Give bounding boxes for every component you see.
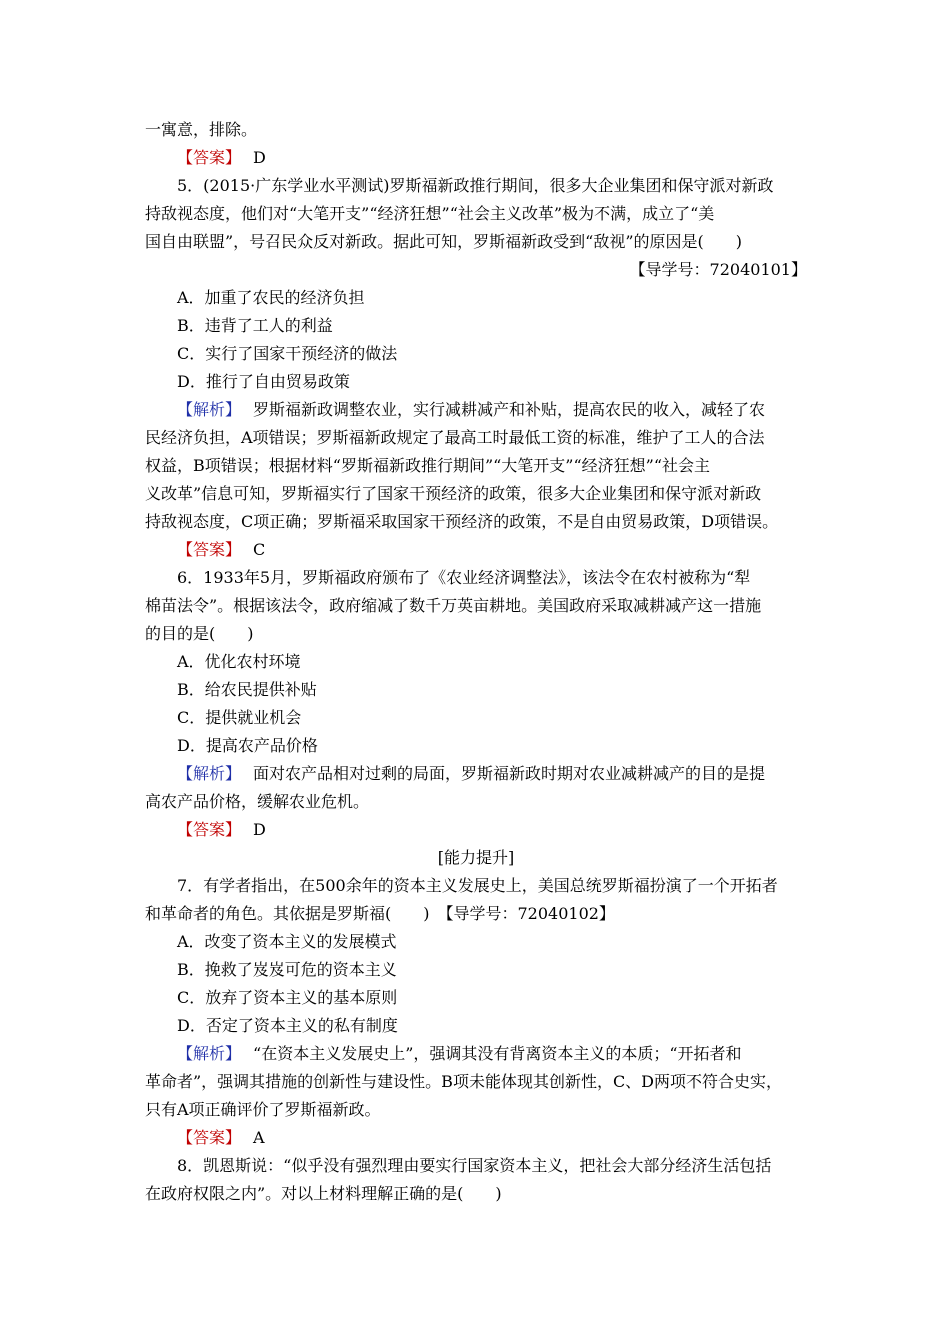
q6-answer-line [145,816,807,844]
answer-label: 【答案】 [177,820,242,839]
q5-option-a: A．加重了农民的经济负担 [177,288,365,307]
q5-guide-number: 【导学号：72040101】 [629,260,807,279]
q7-analysis-line-2: 革命者”，强调其措施的创新性与建设性。B项未能体现其创新性，C、D两项不符合史实， [145,1072,783,1091]
q7-stem-line-1: 7．有学者指出，在500余年的资本主义发展史上，美国总统罗斯福扮演了一个开拓者 [177,876,778,895]
q5-option-b: B．违背了工人的利益 [177,316,333,335]
q5-analysis-line-5: 持敌视态度，C项正确；罗斯福采取国家干预经济的政策，不是自由贸易政策，D项错误。 [145,512,779,531]
q5-analysis-text-1: 罗斯福新政调整农业，实行减耕减产和补贴，提高农民的收入，减轻了农 [253,400,766,419]
answer-label: 【答案】 [177,540,242,559]
q7-option-c: C．放弃了资本主义的基本原则 [177,988,398,1007]
q8-stem-line-1: 8．凯恩斯说：“似乎没有强烈理由要实行国家资本主义，把社会大部分经济生活包括 [177,1156,772,1175]
q5-option-c: C．实行了国家干预经济的做法 [177,344,398,363]
answer-label: 【答案】 [177,1128,242,1147]
q6-option-b: B．给农民提供补贴 [177,680,317,699]
q5-analysis-line-1 [145,396,807,424]
intro-tail: 一寓意，排除。 [145,120,258,139]
q7-option-a: A．改变了资本主义的发展模式 [177,932,397,951]
q5-stem-line-2: 持敌视态度，他们对“大笔开支”“经济狂想”“社会主义改革”极为不满，成立了“美 [145,204,715,223]
q7-analysis-line-3: 只有A项正确评价了罗斯福新政。 [145,1100,381,1119]
q7-answer: A [253,1128,265,1147]
q7-answer-line [145,1124,807,1152]
q5-answer-line [145,536,807,564]
analysis-label: 【解析】 [177,764,242,783]
q5-analysis-line-2: 民经济负担，A项错误；罗斯福新政规定了最高工时最低工资的标准，维护了工人的合法 [145,428,765,447]
q6-option-a: A．优化农村环境 [177,652,301,671]
q5-answer: C [253,540,266,559]
q6-option-c: C．提供就业机会 [177,708,302,727]
q6-analysis-line-2: 高农产品价格，缓解农业危机。 [145,792,370,811]
section-title: [能力提升] [437,848,515,867]
q7-option-d: D．否定了资本主义的私有制度 [177,1016,398,1035]
analysis-label: 【解析】 [177,1044,242,1063]
q6-option-d: D．提高农产品价格 [177,736,318,755]
q6-stem-line-2: 棉苗法令”。根据该法令，政府缩减了数千万英亩耕地。美国政府采取减耕减产这一措施 [145,596,762,615]
q6-stem-line-3: 的目的是( ) [145,624,254,643]
q6-stem-line-1: 6．1933年5月，罗斯福政府颁布了《农业经济调整法》，该法令在农村被称为“犁 [177,568,751,587]
answer-label: 【答案】 [177,148,242,167]
q7-option-b: B．挽救了岌岌可危的资本主义 [177,960,397,979]
q5-stem-line-1: 5．(2015·广东学业水平测试)罗斯福新政推行期间，很多大企业集团和保守派对新政 [177,176,774,195]
analysis-label: 【解析】 [177,400,242,419]
q7-stem-line-2: 和革命者的角色。其依据是罗斯福( ) 【导学号：72040102】 [145,904,615,923]
q7-analysis-line-1 [145,1040,807,1068]
q5-stem-line-3: 国自由联盟”，号召民众反对新政。据此可知，罗斯福新政受到“敌视”的原因是( ) [145,232,743,251]
q5-analysis-line-3: 权益，B项错误；根据材料“罗斯福新政推行期间”“大笔开支”“经济狂想”“社会主 [145,456,711,475]
q4-answer-line [145,144,807,172]
q6-analysis-text-1: 面对农产品相对过剩的局面，罗斯福新政时期对农业减耕减产的目的是提 [253,764,766,783]
q6-analysis-line-1 [145,760,807,788]
document-content [145,116,807,1208]
q5-option-d: D．推行了自由贸易政策 [177,372,350,391]
q7-analysis-text-1: “在资本主义发展史上”，强调其没有背离资本主义的本质；“开拓者和 [253,1044,742,1063]
q4-answer: D [253,148,266,167]
q6-answer: D [253,820,266,839]
q5-analysis-line-4: 义改革”信息可知，罗斯福实行了国家干预经济的政策，很多大企业集团和保守派对新政 [145,484,762,503]
q8-stem-line-2: 在政府权限之内”。对以上材料理解正确的是( ) [145,1184,502,1203]
